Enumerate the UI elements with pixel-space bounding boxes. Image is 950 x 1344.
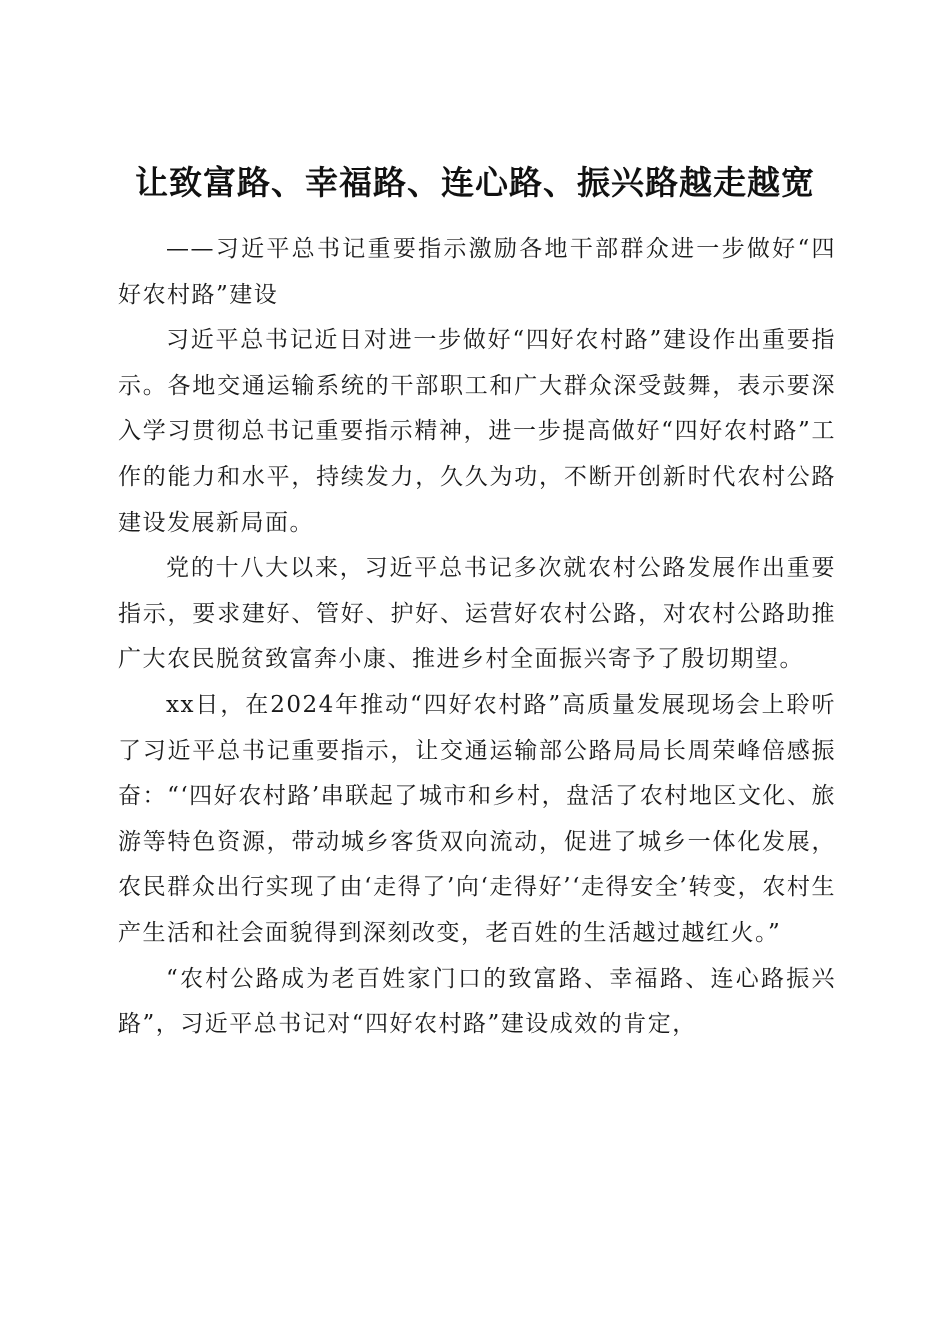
document-subtitle: ——习近平总书记重要指示激励各地干部群众进一步做好“四好农村路”建设 — [118, 236, 836, 308]
document-title: 让致富路、幸福路、连心路、振兴路越走越宽 — [135, 163, 815, 203]
paragraph: 习近平总书记近日对进一步做好“四好农村路”建设作出重要指示。各地交通运输系统的干部职工和广大群众深受鼓舞，表示要深入学习贯彻总书记重要指示精神，进一步提高做好“四好农村路”工作的能力和水平，持续发力，久久为功，不断开创新时代农村公路建设发展新局面。 — [118, 327, 836, 536]
paragraph: “农村公路成为老百姓家门口的致富路、幸福路、连心路振兴路”，习近平总书记对“四好农村路”建设成效的肯定， — [118, 965, 836, 1038]
paragraph: xx日，在2024年推动“四好农村路”高质量发展现场会上聆听了习近平总书记重要指示，让交通运输部公路局局长周荣峰倍感振奋：“‘四好农村路’串联起了城市和乡村，盘活了农村地区文化、旅游等特色资源，带动城乡客货双向流动，促进了城乡一体化发展，农民群众出行实现了由‘走得了’向‘走得好’‘走得安全’转变，农村生产生活和社会面貌得到深刻改变，老百姓的生活越过越红火。” — [118, 691, 836, 946]
paragraph: 党的十八大以来，习近平总书记多次就农村公路发展作出重要指示，要求建好、管好、护好、运营好农村公路，对农村公路助推广大农民脱贫致富奔小康、推进乡村全面振兴寄予了殷切期望。 — [118, 555, 836, 673]
document-body — [118, 227, 836, 1048]
